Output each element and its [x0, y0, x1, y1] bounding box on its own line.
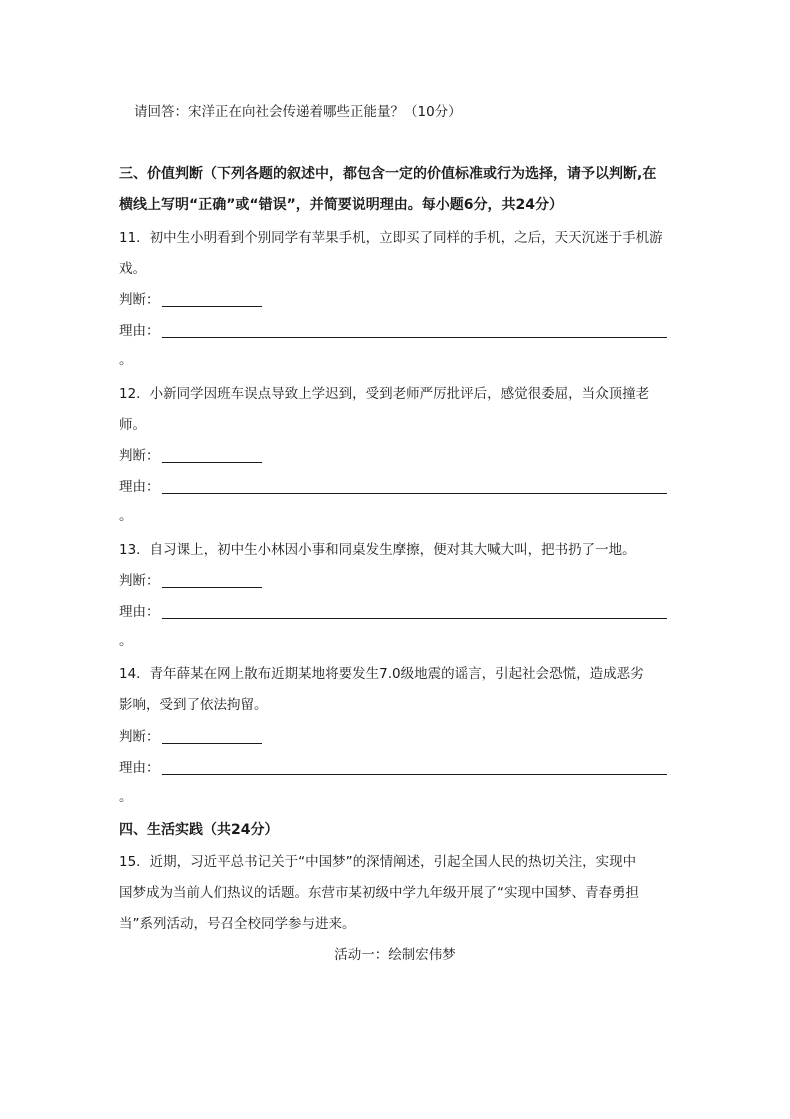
period-12: 。: [119, 508, 133, 524]
judge-blank-14[interactable]: [162, 743, 262, 744]
reason-label-12: 理由：: [119, 479, 160, 495]
section4-title: 四、生活实践（共24分）: [119, 822, 279, 838]
judge-label-11: 判断：: [119, 292, 160, 308]
activity-1-heading: 活动一：绘制宏伟梦: [334, 947, 456, 963]
period-11: 。: [119, 352, 133, 368]
reason-blank-12[interactable]: [162, 493, 667, 494]
reason-blank-11[interactable]: [162, 337, 667, 338]
judge-blank-13[interactable]: [162, 587, 262, 588]
section3-title-line1: 三、价值判断（下列各题的叙述中，都包含一定的价值标准或行为选择，请予以判断,在: [119, 166, 657, 182]
question-11-line1: 11．初中生小明看到个别同学有苹果手机，立即买了同样的手机，之后，天天沉迷于手机游: [119, 230, 663, 246]
question-15-line3: 当”系列活动，号召全校同学参与进来。: [119, 916, 356, 932]
question-12-line2: 师。: [119, 417, 146, 433]
question-14-line2: 影响，受到了依法拘留。: [119, 697, 268, 713]
reason-blank-13[interactable]: [162, 618, 667, 619]
reason-label-14: 理由：: [119, 760, 160, 776]
question-15-line1: 15．近期，习近平总书记关于“中国梦”的深情阐述，引起全国人民的热切关注，实现中: [119, 854, 637, 870]
period-13: 。: [119, 633, 133, 649]
judge-label-12: 判断：: [119, 448, 160, 464]
judge-label-13: 判断：: [119, 573, 160, 589]
section3-title-line2: 横线上写明“正确”或“错误”，并简要说明理由。每小题6分，共24分）: [119, 197, 564, 213]
judge-blank-12[interactable]: [162, 462, 262, 463]
judge-blank-11[interactable]: [162, 306, 262, 307]
reason-blank-14[interactable]: [162, 774, 667, 775]
period-14: 。: [119, 789, 133, 805]
question-11-line2: 戏。: [119, 261, 146, 277]
prompt-question: 请回答：宋洋正在向社会传递着哪些正能量？（10分）: [134, 104, 462, 120]
question-14-line1: 14．青年薛某在网上散布近期某地将要发生7.0级地震的谣言，引起社会恐慌，造成恶劣: [119, 666, 644, 682]
judge-label-14: 判断：: [119, 729, 160, 745]
reason-label-11: 理由：: [119, 323, 160, 339]
question-15-line2: 国梦成为当前人们热议的话题。东营市某初级中学九年级开展了“实现中国梦、青春勇担: [119, 885, 639, 901]
question-12-line1: 12．小新同学因班车误点导致上学迟到，受到老师严厉批评后，感觉很委屈，当众顶撞老: [119, 386, 650, 402]
question-13-line1: 13．自习课上，初中生小林因小事和同桌发生摩擦，便对其大喊大叫，把书扔了一地。: [119, 542, 636, 558]
reason-label-13: 理由：: [119, 604, 160, 620]
